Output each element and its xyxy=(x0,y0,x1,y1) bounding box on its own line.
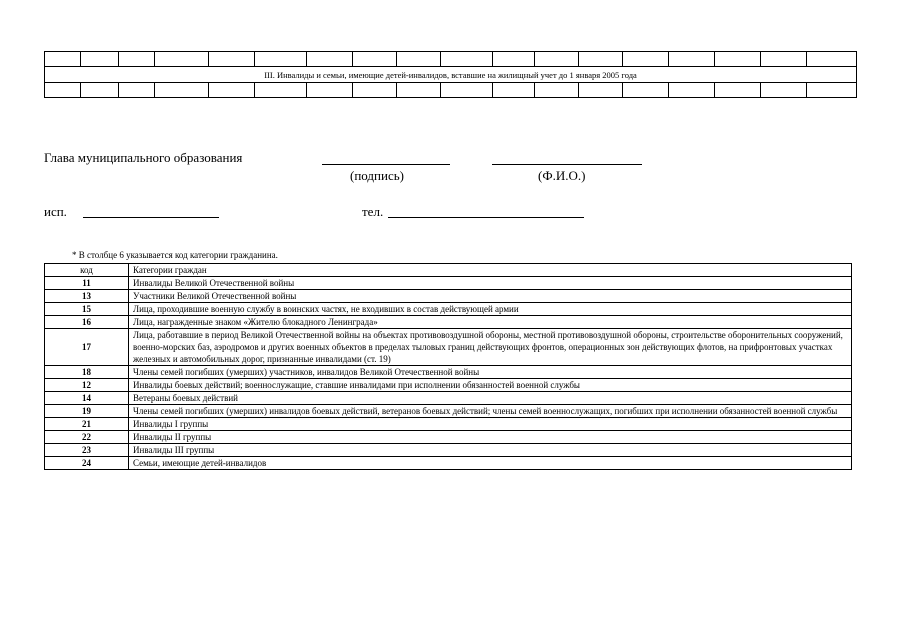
phone-label: тел. xyxy=(362,204,384,219)
category-codes-table xyxy=(44,263,852,470)
category-description: Лица, награжденные знаком «Жителю блокадного Ленинграда» xyxy=(129,316,852,329)
section-title: III. Инвалиды и семьи, имеющие детей-инвалидов, вставшие на жилищный учет до 1 января 2005 года xyxy=(45,67,857,83)
category-code: 16 xyxy=(45,316,129,329)
table-row xyxy=(45,418,852,431)
grid-row-top xyxy=(45,52,857,67)
signature-line xyxy=(322,164,450,165)
table-row xyxy=(45,431,852,444)
category-description: Инвалиды I группы xyxy=(129,418,852,431)
category-description: Члены семей погибших (умерших) участников, инвалидов Великой Отечественной войны xyxy=(129,366,852,379)
category-description: Участники Великой Отечественной войны xyxy=(129,290,852,303)
name-line xyxy=(492,164,642,165)
category-code: 13 xyxy=(45,290,129,303)
register-grid-table xyxy=(44,51,857,98)
category-code: 17 xyxy=(45,329,129,366)
executor-line xyxy=(83,217,219,218)
name-caption: (Ф.И.О.) xyxy=(538,168,586,183)
executor-label: исп. xyxy=(44,204,67,219)
category-code: 15 xyxy=(45,303,129,316)
codes-table-body xyxy=(45,277,852,470)
table-row xyxy=(45,316,852,329)
category-description: Инвалиды II группы xyxy=(129,431,852,444)
phone-line xyxy=(388,217,584,218)
table-row xyxy=(45,277,852,290)
table-row xyxy=(45,379,852,392)
category-code: 21 xyxy=(45,418,129,431)
category-description: Инвалиды боевых действий; военнослужащие, ставшие инвалидами при исполнении обязанностей военной службы xyxy=(129,379,852,392)
category-description: Инвалиды III группы xyxy=(129,444,852,457)
category-code: 18 xyxy=(45,366,129,379)
grid-section-row xyxy=(45,67,857,83)
category-code: 23 xyxy=(45,444,129,457)
table-row xyxy=(45,457,852,470)
category-code: 24 xyxy=(45,457,129,470)
codes-header-row xyxy=(45,264,852,277)
category-description: Лица, проходившие военную службу в воинских частях, не входивших в состав действующей армии xyxy=(129,303,852,316)
footnote: * В столбце 6 указывается код категории гражданина. xyxy=(72,250,278,260)
table-row xyxy=(45,405,852,418)
category-code: 19 xyxy=(45,405,129,418)
table-row xyxy=(45,392,852,405)
table-row xyxy=(45,290,852,303)
category-description: Семьи, имеющие детей-инвалидов xyxy=(129,457,852,470)
category-column-header: Категории граждан xyxy=(129,264,852,277)
table-row xyxy=(45,366,852,379)
table-row xyxy=(45,329,852,366)
signature-caption: (подпись) xyxy=(350,168,404,183)
category-description: Ветераны боевых действий xyxy=(129,392,852,405)
table-row xyxy=(45,303,852,316)
category-code: 11 xyxy=(45,277,129,290)
category-description: Члены семей погибших (умерших) инвалидов боевых действий, ветеранов боевых действий; члены семей военнослужащих, погибших при исполнении обязанностей военной службы xyxy=(129,405,852,418)
table-row xyxy=(45,444,852,457)
category-description: Лица, работавшие в период Великой Отечественной войны на объектах противовоздушной обороны, местной противовоздушной обороны, строительстве оборонительных сооружений, военно-морских баз, аэродромов и других военных объектов в пределах тыловых границ действующих фронтов, операционных зон действующих флотов, на прифронтовых участках железных и автомобильных дорог, признанные инвалидами (ст. 19) xyxy=(129,329,852,366)
category-code: 22 xyxy=(45,431,129,444)
grid-row-bottom xyxy=(45,83,857,98)
category-code: 12 xyxy=(45,379,129,392)
category-description: Инвалиды Великой Отечественной войны xyxy=(129,277,852,290)
category-code: 14 xyxy=(45,392,129,405)
code-column-header: код xyxy=(45,264,129,277)
head-label: Глава муниципального образования xyxy=(44,150,243,165)
